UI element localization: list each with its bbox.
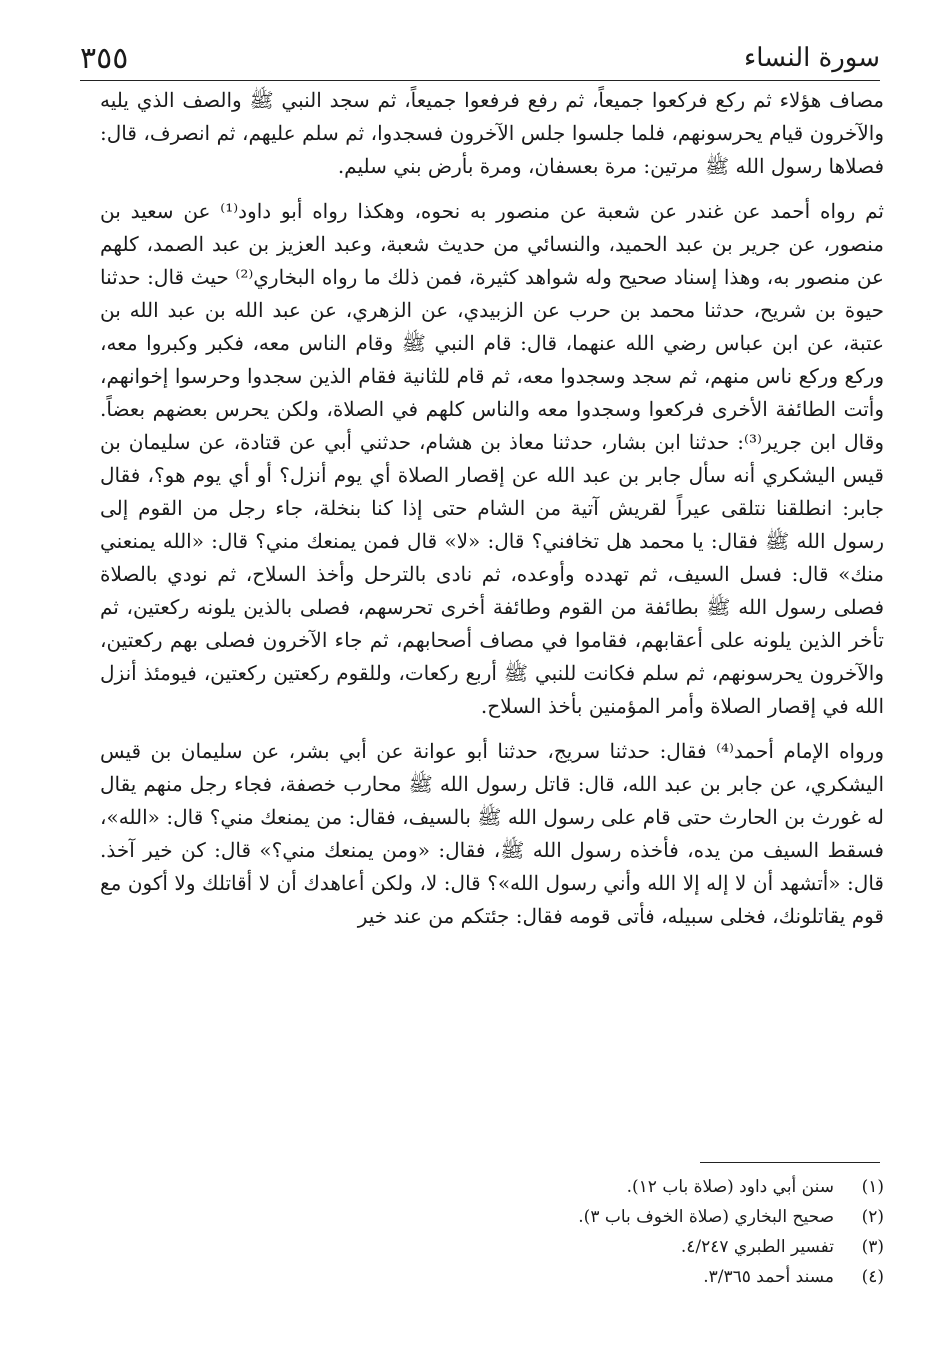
footnote-2 — [100, 1204, 884, 1230]
footnote-text: مسند أحمد ٣/٣٦٥. — [703, 1267, 834, 1287]
paragraph-3: ورواه الإمام أحمد⁽⁴⁾ فقال: حدثنا سريج، حدثنا أبو عوانة عن أبي بشر، عن سليمان بن قيس اليشكري، عن جابر بن عبد الله، قال: قاتل رسول الله ﷺ محارب خصفة، فجاء رجل منهم يقال له غورث بن الحارث حتى قام على رسول الله ﷺ بالسيف، فقال: من يمنعك مني؟ قال: «الله»، فسقط السيف من يده، فأخذه رسول الله ﷺ، فقال: «ومن يمنعك مني؟» قال: كن خير آخذ. قال: «أتشهد أن لا إله إلا الله وأني رسول الله»؟ قال: لا، ولكن أعاهدك أن لا أقاتلك ولا أكون مع قوم يقاتلونك، فخلى سبيله، فأتى قومه فقال: جئتكم من عند خير — [100, 739, 884, 928]
footnote-text: صحيح البخاري (صلاة الخوف باب ٣). — [578, 1207, 834, 1227]
page-number: ٣٥٥ — [80, 41, 129, 76]
footnotes — [100, 1174, 884, 1294]
main-text — [100, 84, 884, 933]
footnote-text: تفسير الطبري ٤/٢٤٧. — [680, 1237, 834, 1257]
page-header — [80, 38, 880, 78]
paragraph-2: ثم رواه أحمد عن غندر عن شعبة عن منصور به نحوه، وهكذا رواه أبو داود⁽¹⁾ عن سعيد بن منصور، عن جرير بن عبد الحميد، والنسائي من حديث شعبة، وعبد العزيز بن عبد الصمد، كلهم عن منصور به، وهذا إسناد صحيح وله شواهد كثيرة، فمن ذلك ما رواه البخاري⁽²⁾ حيث قال: حدثنا حيوة بن شريح، حدثنا محمد بن حرب عن الزبيدي، عن الزهري، عن عبد الله بن عبد الله بن عتبة، عن ابن عباس رضي الله عنهما، قال: قام النبي ﷺ وقام الناس معه، فكبر وكبروا معه، وركع وركع ناس منهم، ثم سجد وسجدوا معه، ثم قام للثانية فقام الذين سجدوا وحرسوا إخوانهم، وأتت الطائفة الأخرى فركعوا وسجدوا معه والناس كلهم في الصلاة، ولكن يحرس بعضهم بعضاً. وقال ابن جرير⁽³⁾: حدثنا ابن بشار، حدثنا معاذ بن هشام، حدثني أبي عن قتادة، عن سليمان بن قيس اليشكري أنه سأل جابر بن عبد الله عن إقصار الصلاة أي يوم أنزل؟ أو أي يوم هو؟، فقال جابر: انطلقنا نتلقى عيراً لقريش آتية من الشام حتى إذا كنا بنخلة، جاء رجل من القوم إلى رسول الله ﷺ فقال: يا محمد هل تخافني؟ قال: «لا» قال فمن يمنعك مني؟ قال: «الله يمنعني منك» قال: فسل السيف، ثم تهدده وأوعده، ثم نادى بالترحل وأخذ السلاح، ثم نودي بالصلاة فصلى رسول الله ﷺ بطائفة من القوم وطائفة أخرى تحرسهم، فصلى بالذين يلونه ركعتين، ثم تأخر الذين يلونه على أعقابهم، فقاموا في مصاف أصحابهم، ثم جاء الآخرون فصلى بهم ركعتين، والآخرون يحرسونهم، ثم سلم فكانت للنبي ﷺ أربع ركعات، وللقوم ركعتين ركعتين، فيومئذ أنزل الله في إقصار الصلاة وأمر المؤمنين بأخذ السلاح. — [100, 199, 884, 718]
footnote-4 — [100, 1264, 884, 1290]
footnote-mark: (٣) — [861, 1237, 884, 1257]
footnote-mark: (١) — [861, 1177, 884, 1197]
footnote-text: سنن أبي داود (صلاة باب ١٢). — [626, 1177, 834, 1197]
running-title: سورة النساء — [744, 43, 880, 73]
footnote-rule — [700, 1162, 880, 1163]
paragraph-1: مصاف هؤلاء ثم ركع فركعوا جميعاً، ثم رفع فرفعوا جميعاً، ثم سجد النبي ﷺ والصف الذي يليه والآخرون قيام يحرسونهم، فلما جلسوا جلس الآخرون فسجدوا، ثم سلم عليهم، ثم انصرف، قال: فصلاها رسول الله ﷺ مرتين: مرة بعسفان، ومرة بأرض بني سليم. — [100, 88, 884, 178]
footnote-mark: (٤) — [861, 1267, 884, 1287]
footnote-mark: (٢) — [861, 1207, 884, 1227]
header-rule — [80, 80, 880, 81]
footnote-1 — [100, 1174, 884, 1200]
footnote-3 — [100, 1234, 884, 1260]
